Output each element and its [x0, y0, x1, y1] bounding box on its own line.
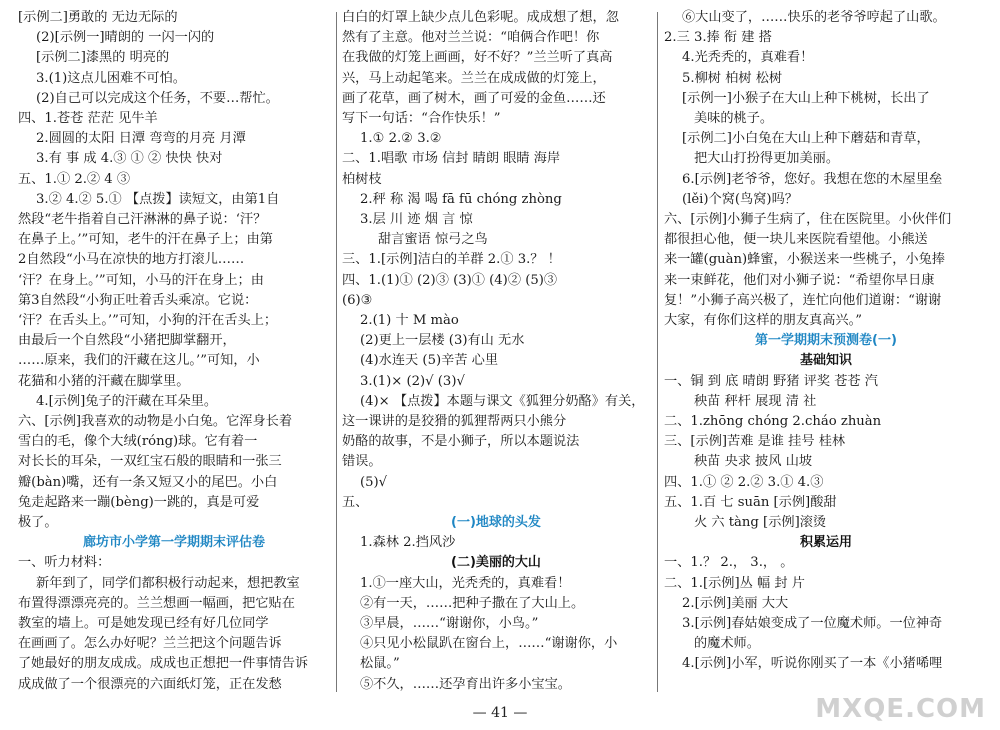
- col2-line: 错误。: [342, 454, 382, 470]
- col2-line: 四、1.(1)① (2)③ (3)① (4)② (5)③: [342, 272, 558, 288]
- col2-line: 白白的灯罩上缺少点儿色彩呢。成成想了想，忽: [342, 10, 619, 25]
- col3-line: 三、[示例]苦难 是谁 挂号 桂林: [664, 434, 846, 450]
- column-3: [664, 0, 988, 700]
- col3-line: 2.三 3.捧 衔 建 搭: [664, 30, 772, 46]
- col1-line: 第3自然段“小狗正吐着舌头乘凉。它说：: [18, 292, 258, 308]
- col3-line: 的魔术师。: [694, 636, 760, 652]
- col3-line: 四、1.① ② 2.② 3.① 4.③: [664, 474, 824, 490]
- col2-line: 这一课讲的是狡猾的狐狸帮两只小熊分: [342, 414, 567, 429]
- col1-line: 极了。: [18, 515, 58, 530]
- column-2: [342, 0, 650, 700]
- col3-line: 3.[示例]春姑娘变成了一位魔术师。一位神奇: [682, 616, 943, 631]
- col1-line: (2)[示例一]晴朗的 一闪一闪的: [36, 30, 215, 46]
- col1-line: 一、听力材料：: [18, 555, 111, 571]
- col2-line: 三、1.[示例]洁白的羊群 2.① 3.？ ！: [342, 252, 561, 268]
- col3-line: 秧苗 秤杆 展现 清 社: [694, 393, 817, 409]
- col1-line: 新年到了，同学们都积极行动起来，想把教室: [36, 575, 300, 591]
- col3-line: 积累运用: [799, 535, 852, 551]
- col2-line: 1.森林 2.挡风沙: [360, 535, 456, 551]
- col2-line: 3.(1)× (2)√ (3)√: [360, 373, 465, 389]
- col1-line: 在鼻子上。’”可知，老牛的汗在鼻子上；由第: [18, 232, 273, 248]
- column-1: [18, 0, 330, 700]
- col2-line: (二)美丽的大山: [451, 555, 541, 571]
- col2-line: 1.① 2.② 3.②: [360, 131, 442, 147]
- col1-line: 六、[示例]我喜欢的动物是小白兔。它浑身长着: [18, 414, 293, 429]
- col2-line: ②有一天，……把种子撒在了大山上。: [360, 595, 585, 611]
- col1-line: 然段“老牛指着自己汗淋淋的鼻子说：‘汗？: [18, 212, 267, 227]
- col1-line: [示例二]勇敢的 无边无际的: [18, 10, 178, 25]
- col3-line: 基础知识: [799, 353, 852, 369]
- col3-line: [示例一]小猴子在大山上种下桃树，长出了: [682, 90, 930, 106]
- col2-line: 在我做的灯笼上画画，好不好？”兰兰听了真高: [342, 50, 613, 66]
- col2-line: 兴，马上动起笔来。兰兰在成成做的灯笼上，: [342, 70, 606, 86]
- col3-line: 二、1.zhōng chóng 2.cháo zhuàn: [664, 414, 882, 429]
- col2-line: 松鼠。”: [360, 656, 400, 672]
- col2-line: 甜言蜜语 惊弓之鸟: [378, 232, 488, 248]
- col3-line: ⑥大山变了，……快乐的老爷爷哼起了山歌。: [682, 10, 946, 25]
- col3-line: 一、1.？ 2.， 3.， 。: [664, 555, 794, 571]
- col3-line: 二、1.[示例]丛 幅 封 片: [664, 575, 805, 591]
- col2-line: (4)水连天 (5)辛苦 心里: [360, 353, 499, 369]
- col2-line: 奶酪的故事，不是小狮子，所以本题说法: [342, 434, 580, 450]
- col2-line: 1.①一座大山，光秃秃的，真难看！: [360, 575, 571, 591]
- col1-line: 花猫和小猪的汗藏在脚掌里。: [18, 373, 190, 389]
- col2-line: 2.(1) 十 M mào: [360, 313, 459, 328]
- col1-line: ‘汗？在身上。’”可知，小马的汗在身上；由: [18, 272, 264, 288]
- col1-line: 五、1.① 2.② 4 ③: [18, 171, 131, 187]
- col3-line: 都很担心他，便一块儿来医院看望他。小熊送: [664, 232, 928, 248]
- col2-line: ③早晨，……“谢谢你，小鸟。”: [360, 616, 539, 631]
- col2-line: 2.秤 称 渴 喝 fā fū chóng zhòng: [360, 191, 562, 207]
- col1-line: ……原来，我们的汗藏在这儿。’”可知，小: [18, 353, 260, 369]
- col2-line: 二、1.唱歌 市场 信封 睛朗 眼睛 海岸: [342, 151, 561, 167]
- col3-line: 六、[示例]小狮子生病了，住在医院里。小伙伴们: [664, 212, 952, 227]
- col1-line: 教室的墙上。可是她发现已经有好几位同学: [18, 616, 269, 631]
- col2-line: (4)× 【点拨】本题与课文《狐狸分奶酪》有关，: [360, 393, 645, 409]
- col2-line: 然有了主意。他对兰兰说：“咱俩合作吧！你: [342, 30, 600, 46]
- col2-line: (6)③: [342, 292, 373, 308]
- page-number: — 41 —: [472, 705, 528, 721]
- col3-line: 火 六 tàng [示例]滚烫: [694, 515, 827, 530]
- col1-line: 3.有 事 成 4.③ ① ② 快快 快对: [36, 151, 223, 167]
- col1-line: 成成做了一个很漂亮的六面纸灯笼，正在发愁: [18, 676, 282, 692]
- watermark: MXQE.COM: [815, 694, 986, 724]
- col1-line: 瓣(bàn)嘴，还有一条又短又小的尾巴。小白: [18, 474, 278, 490]
- col1-line: 布置得漂漂亮亮的。兰兰想画一幅画，把它贴在: [18, 595, 295, 611]
- col1-line: 在画画了。怎么办好呢？兰兰把这个问题告诉: [18, 636, 282, 652]
- col3-line: 4.光秃秃的，真难看！: [682, 50, 814, 66]
- col1-line: 兔走起路来一蹦(bèng)一跳的，真是可爱: [18, 494, 260, 510]
- col2-line: 3.层 川 迹 烟 言 惊: [360, 212, 473, 227]
- col2-line: 画了花草，画了树木，画了可爱的金鱼……还: [342, 90, 606, 106]
- col3-line: 第一学期期末预测卷(一): [755, 333, 897, 349]
- column-divider: [657, 12, 658, 692]
- col3-line: (lěi)个窝(鸟窝)吗？: [682, 191, 798, 207]
- col1-line: 了她最好的朋友成成。成成也正想把一件事情告诉: [18, 656, 309, 672]
- col3-line: 来一束鲜花，他们对小狮子说：“希望你早日康: [664, 272, 935, 288]
- col1-line: 2.圆圆的太阳 日潭 弯弯的月亮 月潭: [36, 131, 246, 147]
- col1-line: 3.(1)这点儿困难不可怕。: [36, 70, 186, 86]
- col1-line: [示例二]漆黑的 明亮的: [36, 50, 170, 66]
- col3-line: 五、1.百 七 suān [示例]酸甜: [664, 494, 837, 510]
- col1-line: ‘汗？在舌头上。’”可知，小狗的汗在舌头上；: [18, 313, 278, 328]
- col3-line: 美味的桃子。: [694, 111, 774, 126]
- col1-line: 廊坊市小学第一学期期末评估卷: [82, 535, 265, 551]
- col2-line: (一)地球的头发: [451, 515, 541, 530]
- col3-line: 把大山打扮得更加美丽。: [694, 151, 840, 167]
- col1-line: 雪白的毛，像个大绒(róng)球。它有着一: [18, 434, 258, 450]
- col3-line: 来一罐(guàn)蜂蜜，小猴送来一些桃子，小兔捧: [664, 252, 945, 268]
- col2-line: (2)更上一层楼 (3)有山 无水: [360, 333, 525, 349]
- col2-line: (5)√: [360, 474, 388, 490]
- col1-line: 2自然段“小马在凉快的地方打滚儿……: [18, 252, 245, 268]
- col1-line: 对长长的耳朵，一双红宝石般的眼睛和一张三: [18, 454, 282, 470]
- col3-line: 5.柳树 柏树 松树: [682, 70, 783, 86]
- col2-line: 写下一句话：“合作快乐！”: [342, 111, 501, 126]
- col2-line: ⑤不久，……还孕育出许多小宝宝。: [360, 676, 571, 692]
- col3-line: 一、铜 到 底 晴朗 野猪 评奖 苍苍 汽: [664, 373, 878, 389]
- col3-line: 6.[示例]老爷爷，您好。我想在您的木屋里垒: [682, 171, 943, 187]
- column-divider: [336, 12, 337, 692]
- col1-line: 四、1.苍苍 茫茫 见牛羊: [18, 111, 158, 126]
- col2-line: 柏树枝: [342, 171, 382, 187]
- col3-line: 复！”小狮子高兴极了，连忙向他们道谢：“谢谢: [664, 292, 942, 308]
- col3-line: 秧苗 央求 披风 山坡: [694, 454, 813, 470]
- col1-line: (2)自己可以完成这个任务，不要…帮忙。: [36, 90, 279, 106]
- col2-line: ④只见小松鼠趴在窗台上，……“谢谢你，小: [360, 636, 618, 652]
- col1-line: 3.② 4.② 5.① 【点拨】读短文，由第1自: [36, 191, 280, 207]
- col1-line: 4.[示例]兔子的汗藏在耳朵里。: [36, 393, 218, 409]
- col3-line: 4.[示例]小军，听说你刚买了一本《小猪唏哩: [682, 656, 943, 672]
- col3-line: [示例二]小白兔在大山上种下蘑菇和青草，: [682, 131, 930, 147]
- col3-line: 2.[示例]美丽 大大: [682, 595, 789, 611]
- col3-line: 大家，有你们这样的朋友真高兴。”: [664, 313, 862, 328]
- col2-line: 五、: [342, 494, 369, 510]
- col1-line: 由最后一个自然段“小猪把脚掌翻开，: [18, 333, 236, 349]
